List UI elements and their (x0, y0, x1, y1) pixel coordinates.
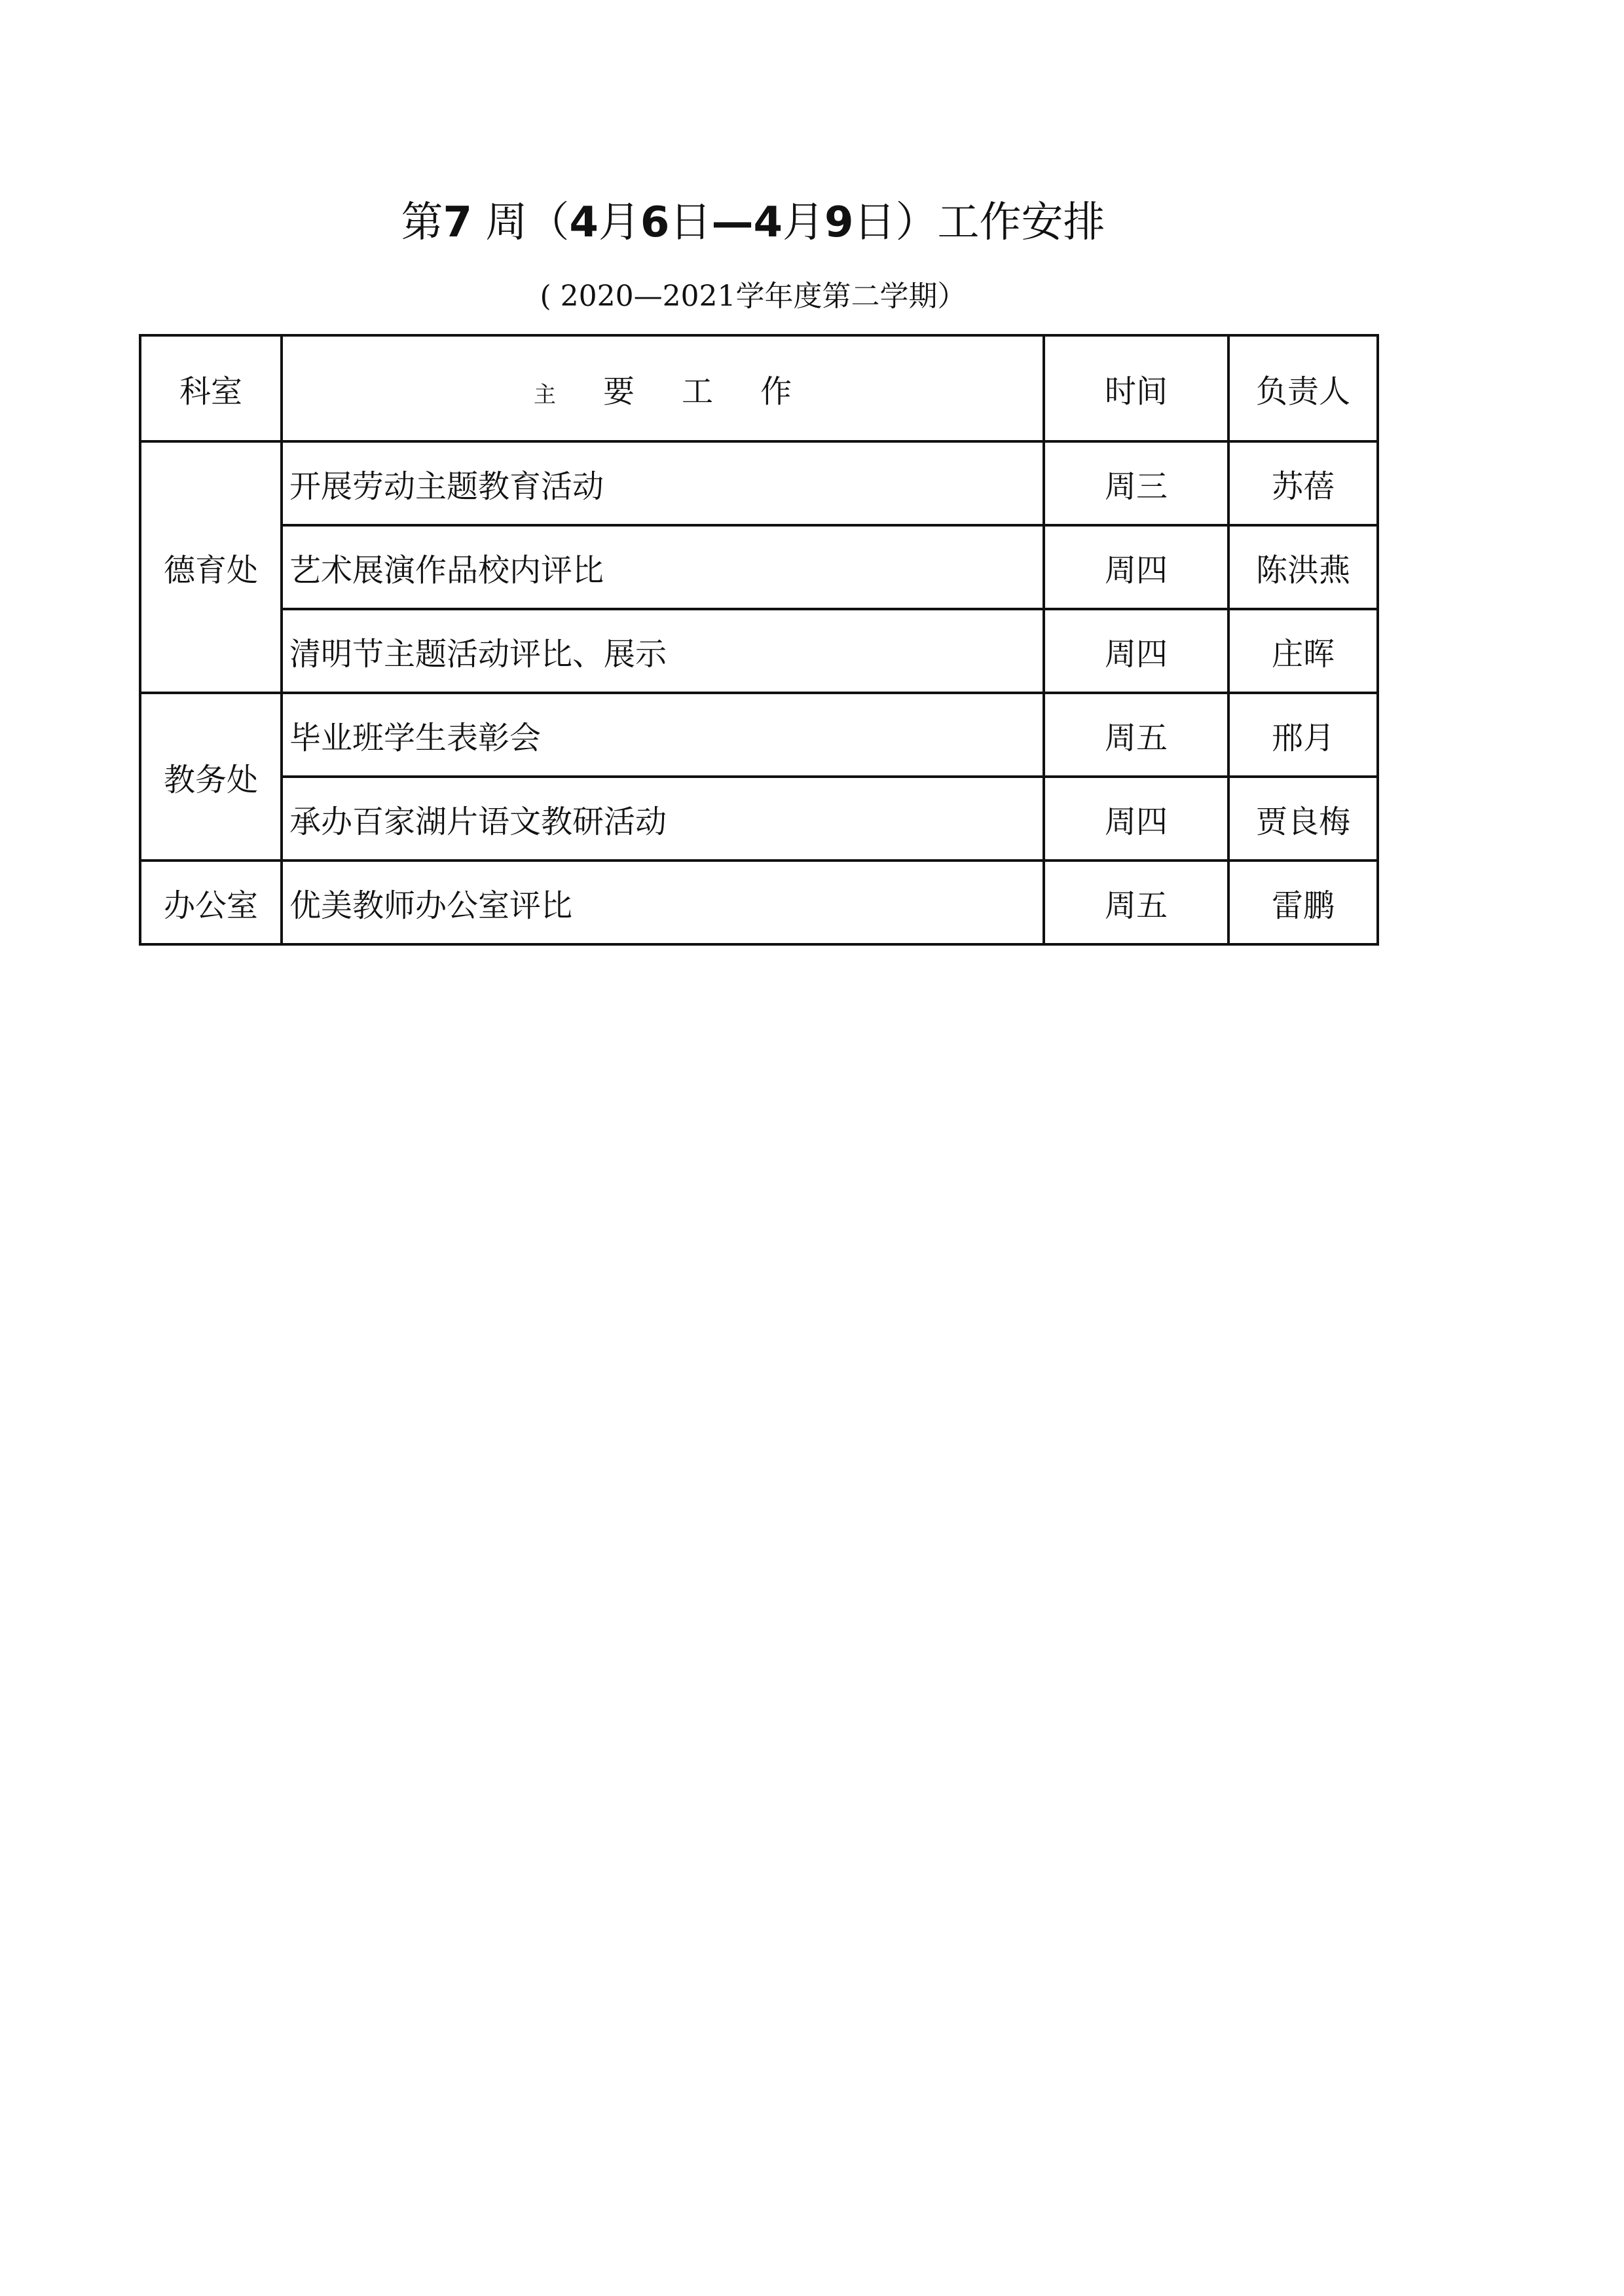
title-end-month: 4 (753, 198, 783, 247)
owner-cell: 庄晖 (1228, 609, 1378, 693)
title-month-label: 月 (782, 198, 824, 247)
title-start-month: 4 (569, 198, 599, 247)
table-row (140, 861, 1378, 944)
work-cell: 优美教师办公室评比 (282, 861, 1044, 944)
owner-cell: 陈洪燕 (1228, 525, 1378, 609)
title-suffix: ）工作安排 (895, 198, 1105, 247)
time-cell: 周四 (1044, 525, 1228, 609)
header-work-char: 工 (681, 373, 713, 410)
owner-cell: 苏蓓 (1228, 441, 1378, 525)
work-cell: 毕业班学生表彰会 (282, 693, 1044, 777)
dept-cell: 办公室 (140, 861, 282, 944)
dept-cell: 教务处 (140, 693, 282, 861)
schedule-table (139, 334, 1379, 946)
header-work (282, 335, 1044, 441)
table-row (140, 441, 1378, 525)
title-day-label: 日 (669, 198, 712, 247)
owner-cell: 贾良梅 (1228, 777, 1378, 861)
header-time: 时间 (1044, 335, 1228, 441)
header-work-char: 主 (533, 381, 556, 408)
title-dash: — (711, 198, 754, 247)
owner-cell: 雷鹏 (1228, 861, 1378, 944)
owner-cell: 邢月 (1228, 693, 1378, 777)
header-owner: 负责人 (1228, 335, 1378, 441)
title-prefix: 第 (401, 198, 443, 247)
title-month-label: 月 (598, 198, 640, 247)
header-work-char: 作 (760, 373, 792, 410)
dept-cell: 德育处 (140, 441, 282, 693)
page-title (0, 190, 1506, 255)
table-header-row (140, 335, 1378, 441)
time-cell: 周五 (1044, 693, 1228, 777)
title-start-day: 6 (640, 198, 670, 247)
title-week-label: 周（ (472, 198, 570, 247)
header-dept: 科室 (140, 335, 282, 441)
work-cell: 清明节主题活动评比、展示 (282, 609, 1044, 693)
work-cell: 承办百家湖片语文教研活动 (282, 777, 1044, 861)
table-row (140, 609, 1378, 693)
time-cell: 周四 (1044, 777, 1228, 861)
title-week-number: 7 (443, 198, 473, 247)
page-subtitle: ( 2020—2021学年度第二学期） (540, 280, 967, 313)
header-work-char: 要 (602, 373, 635, 410)
title-end-day: 9 (824, 198, 854, 247)
time-cell: 周三 (1044, 441, 1228, 525)
table-row (140, 525, 1378, 609)
time-cell: 周五 (1044, 861, 1228, 944)
work-cell: 开展劳动主题教育活动 (282, 441, 1044, 525)
time-cell: 周四 (1044, 609, 1228, 693)
work-cell: 艺术展演作品校内评比 (282, 525, 1044, 609)
title-day-label: 日 (853, 198, 896, 247)
table-row (140, 693, 1378, 777)
table-row (140, 777, 1378, 861)
